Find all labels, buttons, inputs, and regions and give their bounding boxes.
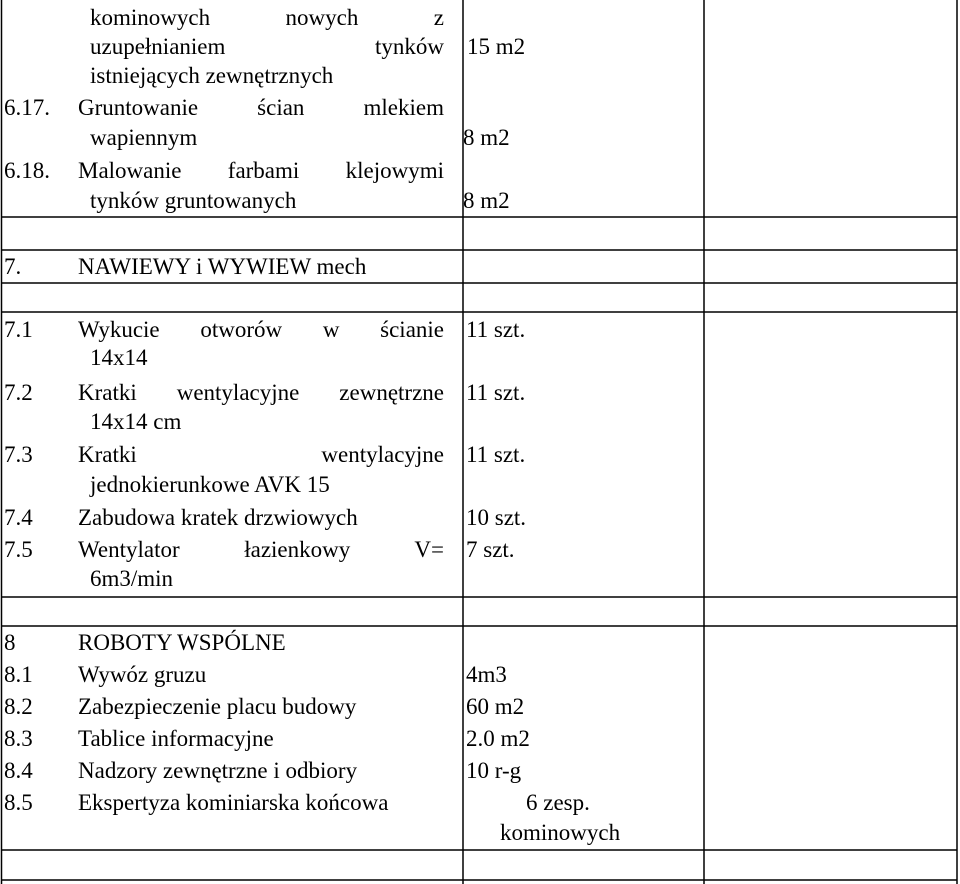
item-number: 8.4 [4,758,33,783]
item-qty: 7 szt. [466,537,515,562]
item-desc-line: ROBOTY WSPÓLNE [78,630,286,655]
item-qty: 4m3 [466,662,507,687]
item-qty: 11 szt. [466,442,526,467]
item-desc-line: tynków gruntowanych [90,188,297,213]
item-desc-line: 14x14 [90,345,148,370]
item-desc-line: 14x14 cm [90,409,182,434]
item-desc-line: Wykucie otworów w ścianie [78,317,444,342]
item-desc-line: kominowych nowych z [90,5,444,30]
item-desc-line: istniejących zewnętrznych [90,63,334,88]
item-desc-line: Kratki wentylacyjne zewnętrzne [78,380,444,405]
item-number: 8.2 [4,694,33,719]
item-qty: 2.0 m2 [466,726,530,751]
item-number: 8.5 [4,790,33,815]
item-desc-line: Wentylator łazienkowy V= [78,537,444,562]
item-number: 6.18. [4,158,50,183]
item-number: 7. [4,254,22,279]
item-number: 8.1 [4,662,33,687]
item-qty: 10 r-g [466,758,522,783]
item-desc-line: Tablice informacyjne [78,726,274,751]
item-desc-line: jednokierunkowe AVK 15 [90,472,330,497]
item-qty: 15 m2 [467,34,526,59]
item-qty-continued: kominowych [500,820,621,845]
item-number: 7.2 [4,380,33,405]
item-number: 6.17. [4,95,50,120]
item-desc-line: Nadzory zewnętrzne i odbiory [78,758,358,783]
item-desc-line: Wywóz gruzu [78,662,207,687]
item-number: 8 [4,630,16,655]
item-desc-line: Malowanie farbami klejowymi [78,158,444,183]
item-number: 7.4 [4,505,33,530]
item-desc-line: Gruntowanie ścian mlekiem [78,95,444,120]
item-desc-line: Zabudowa kratek drzwiowych [78,505,358,530]
item-qty: 10 szt. [466,505,527,530]
item-desc-line: NAWIEWY i WYWIEW mech [78,254,367,279]
item-number: 7.1 [4,317,33,342]
item-desc-line: 6m3/min [90,566,174,591]
item-desc-line: uzupełnianiem tynków [90,34,444,59]
item-qty: 8 m2 [463,188,510,213]
item-qty: 11 szt. [466,380,526,405]
item-number: 8.3 [4,726,33,751]
item-qty: 60 m2 [466,694,525,719]
item-qty: 8 m2 [463,125,510,150]
item-desc-line: Ekspertyza kominiarska końcowa [78,790,389,815]
item-number: 7.3 [4,442,33,467]
item-number: 7.5 [4,537,33,562]
item-desc-line: Zabezpieczenie placu budowy [78,694,357,719]
item-desc-line: wapiennym [90,125,198,150]
item-qty: 6 zesp. [526,790,590,815]
item-desc-line: Kratki wentylacyjne [78,442,444,467]
item-qty: 11 szt. [466,317,526,342]
